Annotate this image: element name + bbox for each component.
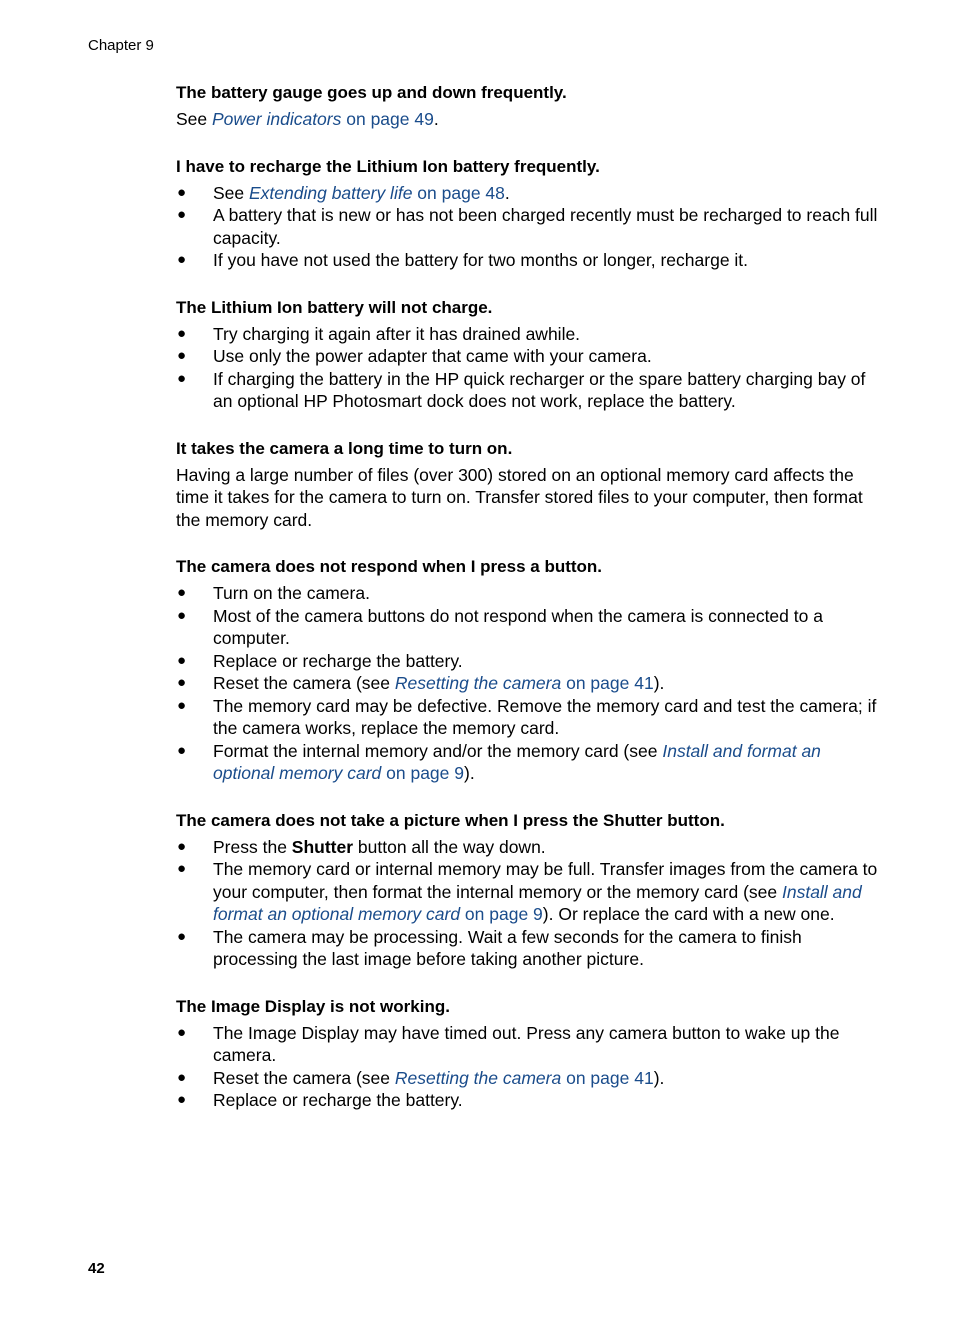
link-page: on page 48 <box>412 182 505 203</box>
list-item <box>176 368 884 413</box>
section-heading: The battery gauge goes up and down frequently. <box>176 83 567 102</box>
text-span: ). <box>653 673 665 693</box>
list-item <box>176 182 884 205</box>
text-span: See <box>213 182 249 203</box>
bullet-icon: ● <box>177 741 187 759</box>
section-recharge-frequently <box>176 156 884 272</box>
list-item <box>176 345 884 368</box>
link-power-indicators[interactable] <box>212 109 434 129</box>
bullet-list <box>176 323 884 413</box>
list-item <box>176 249 884 272</box>
text-span: The memory card or internal memory may be full. Transfer images from the camera to your computer, then format the internal memory or the memory card (see <box>213 859 878 902</box>
bullet-icon: ● <box>177 206 187 223</box>
list-item <box>176 650 884 673</box>
link-title: Install and format an optional memory card <box>213 881 862 924</box>
bullet-icon: ● <box>177 696 187 714</box>
list-item <box>176 1089 884 1112</box>
section-battery-will-not-charge <box>176 297 884 413</box>
list-item <box>176 204 884 249</box>
list-item <box>176 858 884 926</box>
text-span: ). <box>464 763 475 783</box>
shutter-term: Shutter <box>291 836 354 857</box>
item-text: Use only the power adapter that came with your camera. <box>213 346 652 366</box>
item-text: Try charging it again after it has drained awhile. <box>213 323 581 344</box>
item-text: If charging the battery in the HP quick recharger or the spare battery charging bay of an optional HP Photosmart dock does not work, replace the battery. <box>213 368 866 411</box>
text-span: . <box>433 109 439 129</box>
item-text: The memory card may be defective. Remove the memory card and test the camera; if the camera works, replace the memory card. <box>213 695 877 738</box>
item-text: Most of the camera buttons do not respond when the camera is connected to a computer. <box>213 605 823 648</box>
bullet-icon: ● <box>177 584 187 601</box>
text-span: ). Or replace the card with a new one. <box>542 904 835 924</box>
section-heading: It takes the camera a long time to turn on. <box>176 438 513 458</box>
list-item <box>176 1022 884 1067</box>
section-slow-turn-on <box>176 438 884 532</box>
page-number: 42 <box>88 1260 105 1277</box>
item-text: The Image Display may have timed out. Press any camera button to wake up the camera. <box>213 1022 840 1065</box>
bullet-icon: ● <box>177 674 187 691</box>
bullet-icon: ● <box>177 1023 187 1041</box>
bullet-icon: ● <box>177 651 187 669</box>
item-text: Turn on the camera. <box>213 583 370 603</box>
bullet-list <box>176 1022 884 1112</box>
list-item <box>176 672 884 695</box>
link-page: on page 41 <box>561 673 654 693</box>
section-image-display-not-working <box>176 996 884 1112</box>
section-heading: I have to recharge the Lithium Ion battery frequently. <box>176 156 600 176</box>
text-span: Press the <box>213 836 292 857</box>
link-resetting-the-camera[interactable] <box>395 1068 654 1088</box>
bullet-icon: ● <box>177 860 187 877</box>
bullet-icon: ● <box>177 324 187 342</box>
text-span: Reset the camera (see <box>213 1067 395 1088</box>
item-text: If you have not used the battery for two months or longer, recharge it. <box>213 250 749 270</box>
link-title: Install and format an optional memory card <box>213 740 821 783</box>
item-text: The camera may be processing. Wait a few seconds for the camera to finish processing the last image before taking another picture. <box>213 926 802 969</box>
link-page: on page 9 <box>460 904 543 924</box>
link-resetting-the-camera[interactable] <box>395 673 654 693</box>
list-item <box>176 605 884 650</box>
bullet-icon: ● <box>177 183 187 201</box>
list-item <box>176 582 884 605</box>
list-item <box>176 926 884 971</box>
bullet-list <box>176 836 884 971</box>
text-span: . <box>504 182 510 203</box>
bullet-icon: ● <box>177 927 187 945</box>
bullet-icon: ● <box>177 1068 187 1086</box>
link-page: on page 49 <box>341 109 434 129</box>
bullet-icon: ● <box>177 369 187 387</box>
text-span: ). <box>653 1067 665 1088</box>
bullet-icon: ● <box>177 1091 187 1108</box>
section-heading: The camera does not respond when I press a button. <box>176 557 603 576</box>
section-paragraph: Having a large number of files (over 300) stored on an optional memory card affects the time it takes for the camera to turn on. Transfer stored files to your computer, then format the memory card. <box>176 464 863 530</box>
item-text: Replace or recharge the battery. <box>213 650 463 671</box>
link-title: Resetting the camera <box>394 1067 562 1088</box>
list-item <box>176 836 884 859</box>
chapter-header: Chapter 9 <box>88 37 154 54</box>
bullet-icon: ● <box>177 251 187 268</box>
section-no-picture-shutter <box>176 810 884 971</box>
list-item <box>176 740 884 785</box>
text-span: Reset the camera (see <box>213 673 395 693</box>
section-heading: The Lithium Ion battery will not charge. <box>176 297 493 317</box>
bullet-list <box>176 182 884 272</box>
document-body <box>176 82 884 1137</box>
link-extending-battery-life[interactable] <box>249 183 505 203</box>
text-span: Format the internal memory and/or the memory card (see <box>213 740 663 761</box>
bullet-icon: ● <box>177 837 187 855</box>
section-heading: The camera does not take a picture when I press the Shutter button. <box>176 810 725 830</box>
item-text: Replace or recharge the battery. <box>213 1090 463 1110</box>
bullet-icon: ● <box>177 347 187 364</box>
link-page: on page 9 <box>381 763 464 783</box>
list-item <box>176 323 884 346</box>
link-title: Resetting the camera <box>394 673 562 693</box>
section-camera-not-respond <box>176 556 884 785</box>
link-page: on page 41 <box>561 1067 654 1088</box>
section-battery-gauge <box>176 82 884 131</box>
list-item <box>176 1067 884 1090</box>
link-title: Power indicators <box>212 109 342 129</box>
list-item <box>176 695 884 740</box>
text-span: button all the way down. <box>353 836 546 857</box>
bullet-icon: ● <box>177 606 187 624</box>
section-paragraph <box>176 108 884 131</box>
section-heading: The Image Display is not working. <box>176 996 450 1016</box>
item-text: A battery that is new or has not been charged recently must be recharged to reach full capacity. <box>213 205 878 248</box>
link-title: Extending battery life <box>249 182 413 203</box>
text-span: See <box>176 109 212 129</box>
bullet-list <box>176 582 884 785</box>
